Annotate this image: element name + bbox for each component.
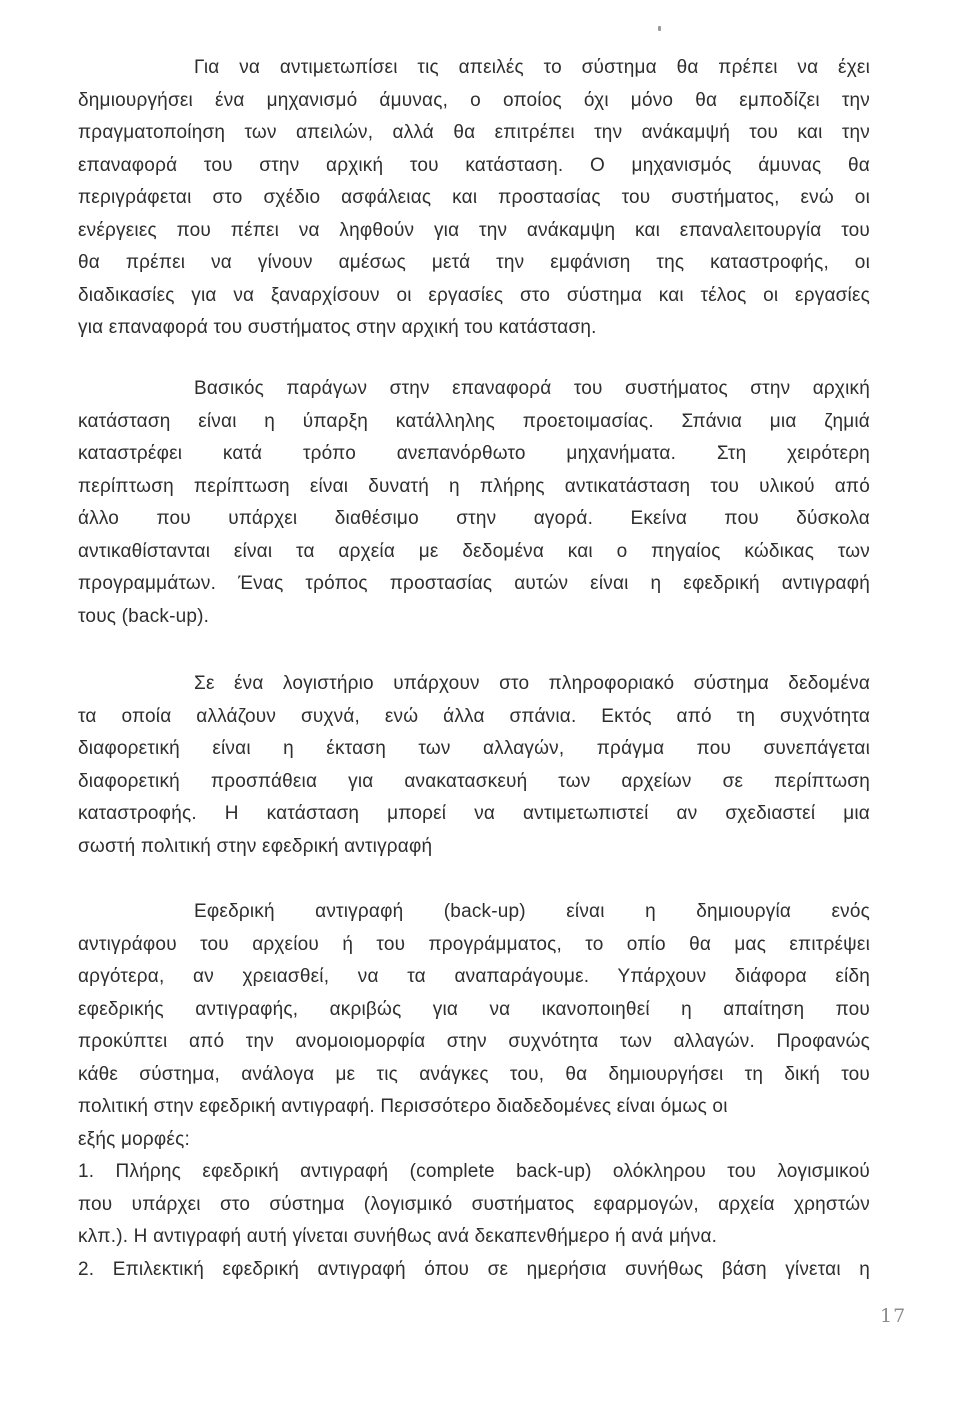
text-line: αντικαθίστανται είναι τα αρχεία με δεδομένα και ο πηγαίος κώδικας των xyxy=(78,540,870,562)
text-line: εξής μορφές: xyxy=(78,1128,190,1150)
text-line: διαδικασίες για να ξαναρχίσουν οι εργασίες στο σύστημα και τέλος οι εργασίες xyxy=(78,284,870,306)
text-line: που υπάρχει στο σύστημα (λογισμικό συστήματος εφαρμογών, αρχεία χρηστών xyxy=(78,1193,870,1215)
scan-speck xyxy=(658,26,661,31)
text-line: περιγράφεται στο σχέδιο ασφάλειας και προστασίας του συστήματος, ενώ οι xyxy=(78,187,870,208)
text-line: κατάσταση είναι η ύπαρξη κατάλληλης προετοιμασίας. Σπάνια μια ζημιά xyxy=(78,410,870,432)
paragraph-accounting-example xyxy=(78,668,870,863)
text-line: διαφορετική προσπάθεια για ανακατασκευή των αρχείων σε περίπτωση xyxy=(78,770,870,792)
text-line: αργότερα, αν χρειασθεί, να τα αναπαράγουμε. Υπάρχουν διάφορα είδη xyxy=(78,966,870,987)
text-line: εφεδρικής αντιγραφής, ακριβώς για να ικανοποιηθεί η απαίτηση που xyxy=(78,998,870,1020)
text-line: κάθε σύστημα, ανάλογα με τις ανάγκες του, θα δημιουργήσει τη δική του xyxy=(78,1063,870,1085)
paragraph-recovery-preparation xyxy=(78,373,870,633)
text-line: κλπ.). Η αντιγραφή αυτή γίνεται συνήθως ανά δεκαπενθήμερο ή ανά μήνα. xyxy=(78,1226,718,1247)
text-line: προγραμμάτων. Ένας τρόπος προστασίας αυτών είναι η εφεδρική αντιγραφή xyxy=(78,573,870,594)
text-line: για επαναφορά του συστήματος στην αρχική του κατάσταση. xyxy=(78,317,597,338)
text-line: πραγματοποίηση των απειλών, αλλά θα επιτρέπει την ανάκαμψή του και την xyxy=(78,122,870,143)
text-line: τα οποία αλλάζουν συχνά, ενώ άλλα σπάνια. Εκτός από τη συχνότητα xyxy=(78,705,870,727)
text-line: Σε ένα λογιστήριο υπάρχουν στο πληροφοριακό σύστημα δεδομένα xyxy=(194,673,870,694)
text-line: πολιτική στην εφεδρική αντιγραφή. Περισσότερο διαδεδομένες είναι όμως οι xyxy=(78,1096,728,1117)
paragraph-threat-response xyxy=(78,52,870,345)
paragraph-backup-definition xyxy=(78,896,870,1286)
text-line: καταστροφής. Η κατάσταση μπορεί να αντιμετωπιστεί αν σχεδιαστεί μια xyxy=(78,803,870,824)
page-number: 17 xyxy=(880,1305,907,1327)
text-line: σωστή πολιτική στην εφεδρική αντιγραφή xyxy=(78,835,433,857)
text-line: αντιγράφου του αρχείου ή του προγράμματος, το οπίο θα μας επιτρέψει xyxy=(78,933,870,955)
text-line: επαναφορά του στην αρχική του κατάσταση. Ο μηχανισμός άμυνας θα xyxy=(78,154,870,176)
text-line: άλλο που υπάρχει διαθέσιμο στην αγορά. Εκείνα που δύσκολα xyxy=(78,508,870,529)
text-line: Για να αντιμετωπίσει τις απειλές το σύστημα θα πρέπει να έχει xyxy=(194,57,870,78)
text-line: Εφεδρική αντιγραφή (back-up) είναι η δημιουργία ενός xyxy=(194,901,870,922)
text-line: τους (back-up). xyxy=(78,605,210,627)
text-line: ενέργειες που πέπει να ληφθούν για την ανάκαμψη και επαναλειτουργία του xyxy=(78,219,870,241)
list-item-selective-backup: 2. Επιλεκτική εφεδρική αντιγραφή όπου σε ημερήσια συνήθως βάση γίνεται η xyxy=(78,1258,870,1280)
text-line: περίπτωση περίπτωση είναι δυνατή η πλήρης αντικατάσταση του υλικού από xyxy=(78,475,870,497)
text-line: διαφορετική είναι η έκταση των αλλαγών, πράγμα που συνεπάγεται xyxy=(78,738,870,759)
text-line: θα πρέπει να γίνουν αμέσως μετά την εμφάνιση της καταστροφής, οι xyxy=(78,252,870,273)
text-line: καταστρέφει κατά τρόπο ανεπανόρθωτο μηχανήματα. Στη χειρότερη xyxy=(78,443,870,464)
list-item-full-backup: 1. Πλήρης εφεδρική αντιγραφή (complete back-up) ολόκληρου του λογισμικού xyxy=(78,1161,870,1182)
text-line: προκύπτει από την ανομοιομορφία στην συχνότητα των αλλαγών. Προφανώς xyxy=(78,1031,870,1052)
text-line: Βασικός παράγων στην επαναφορά του συστήματος στην αρχική xyxy=(194,378,870,399)
text-line: δημιουργήσει ένα μηχανισμό άμυνας, ο οποίος όχι μόνο θα εμποδίζει την xyxy=(78,89,870,111)
